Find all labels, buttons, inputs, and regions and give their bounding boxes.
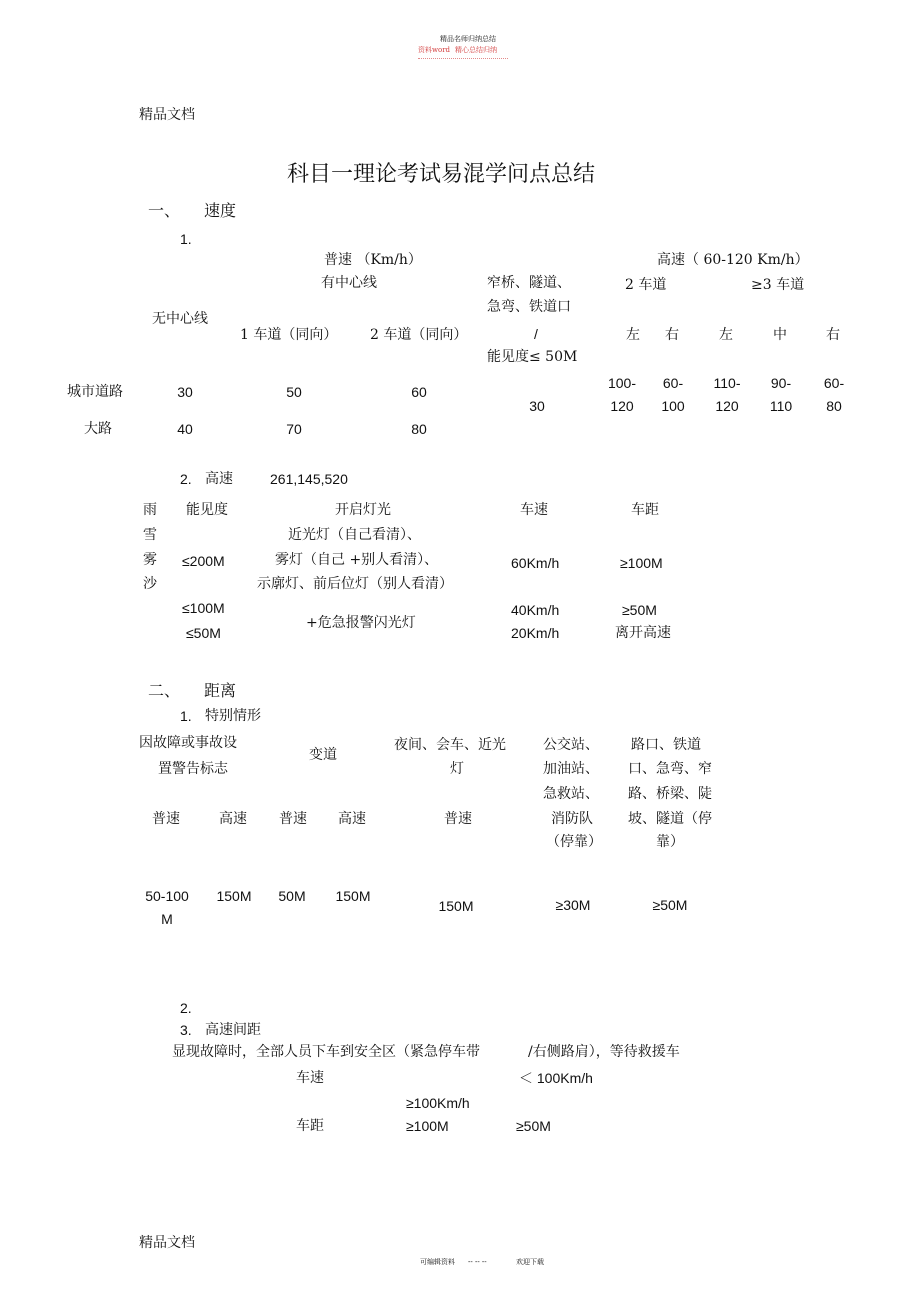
lr-right-2: 右 — [826, 327, 840, 343]
sec1-heading: 速度 — [204, 201, 237, 220]
r2-speed: 40Km/h — [511, 602, 560, 618]
val-a-2: M — [161, 911, 173, 927]
city-v2: 50 — [286, 384, 302, 400]
bus-line-3: 急救站、 — [543, 786, 599, 802]
row-road-label: 大路 — [84, 421, 112, 437]
lr-right-1: 右 — [665, 327, 679, 343]
lane2-header: 2 车道（同向） — [370, 327, 468, 343]
hw-3b: 120 — [715, 398, 739, 414]
lights-line-1: 近光灯（自己看清）、 — [288, 527, 421, 543]
col-gap: 车距 — [631, 502, 659, 518]
narrow-line-4: 能见度≤ 50M — [487, 349, 578, 365]
val-e: 150M — [438, 898, 474, 914]
sec2-item3: 高速间距 — [205, 1022, 261, 1038]
hw-2a: 60- — [662, 375, 684, 391]
sub-gaosu-2: 高速 — [338, 811, 366, 827]
road-v3: 80 — [411, 421, 427, 437]
r1-vis: ≤200M — [182, 553, 225, 569]
footer-label: 精品文档 — [139, 1235, 195, 1251]
footer-note-left: 可编辑资料 — [420, 1258, 455, 1266]
night-line-1: 夜间、会车、近光 — [394, 737, 506, 753]
bus-line-5: （停靠） — [546, 834, 602, 850]
gap-ge50: ≥50M — [516, 1118, 551, 1134]
sec2-item2: 2. — [180, 1000, 192, 1016]
lr-left-2: 左 — [719, 327, 733, 343]
road-v1: 40 — [177, 421, 193, 437]
night-line-2: 灯 — [450, 761, 464, 777]
gap-ge100: ≥100M — [406, 1118, 449, 1134]
center-line-header: 有中心线 — [321, 275, 377, 291]
cross-line-1: 路口、铁道 — [631, 737, 701, 753]
val-g: ≥50M — [652, 897, 688, 913]
cross-line-3: 路、桥梁、陡 — [628, 786, 712, 802]
footer-note-right: 欢迎下载 — [516, 1258, 544, 1266]
sub-putong-3: 普速 — [444, 811, 472, 827]
hw-5a: 60- — [823, 375, 845, 391]
r2-vis: ≤100M — [182, 600, 225, 616]
sec2-item1-num: 1. — [180, 708, 192, 724]
col-lights: 开启灯光 — [335, 502, 391, 518]
narrow-line-3: / — [534, 326, 538, 342]
val-c: 50M — [278, 888, 306, 904]
r3-speed: 20Km/h — [511, 625, 560, 641]
sec1-item2-num: 2. — [180, 471, 192, 487]
weather-sand: 沙 — [143, 576, 157, 592]
r1-gap: ≥100M — [620, 555, 663, 571]
bus-line-1: 公交站、 — [543, 737, 599, 753]
r3-vis: ≤50M — [186, 625, 221, 641]
cross-line-5: 靠） — [656, 834, 684, 850]
lr-mid: 中 — [773, 327, 787, 343]
bus-line-2: 加油站、 — [543, 761, 599, 777]
row-city-label: 城市道路 — [67, 384, 123, 400]
hw-5b: 80 — [826, 398, 842, 414]
lights-line-3: 示廓灯、前后位灯（别人看清） — [257, 576, 453, 592]
putong-header: 普速 （Km/h） — [324, 252, 422, 268]
val-a-1: 50-100 — [145, 888, 189, 904]
breakdown-text-2: /右侧路肩），等待救援车 — [528, 1044, 680, 1060]
narrow-value: 30 — [529, 398, 545, 414]
lane1-header: 1 车道（同向） — [240, 327, 338, 343]
road-v2: 70 — [286, 421, 302, 437]
hw-1a: 100- — [607, 375, 637, 391]
sec2-heading-num: 二、 — [148, 681, 181, 700]
hazard-lights: +危急报警闪光灯 — [306, 615, 416, 631]
val-f: ≥30M — [555, 897, 591, 913]
sec1-item2: 高速 — [205, 471, 233, 487]
r1-speed: 60Km/h — [511, 555, 560, 571]
page-title: 科目一理论考试易混学问点总结 — [287, 162, 596, 187]
narrow-line-1: 窄桥、隧道、 — [487, 275, 571, 291]
speed-label: 车速 — [296, 1070, 324, 1086]
weather-snow: 雪 — [143, 527, 157, 543]
no-center-line: 无中心线 — [152, 311, 208, 327]
hw-2b: 100 — [661, 398, 685, 414]
sec2-heading: 距离 — [204, 681, 237, 700]
watermark-divider — [418, 58, 508, 59]
watermark-top: 精品名师归纳总结 — [440, 35, 496, 43]
lr-left-1: 左 — [626, 327, 640, 343]
hw-4a: 90- — [770, 375, 792, 391]
gaosu-header: 高速（ 60-120 Km/h） — [657, 252, 809, 268]
watermark-source: 资料word — [418, 46, 451, 54]
sub-putong-1: 普速 — [152, 811, 180, 827]
r2-gap: ≥50M — [622, 602, 657, 618]
city-v1: 30 — [177, 384, 193, 400]
bus-line-4: 消防队 — [551, 811, 593, 827]
lane-change: 变道 — [309, 747, 337, 763]
footer-note-dashes: -- -- -- — [468, 1258, 487, 1266]
cross-line-4: 坡、隧道（停 — [628, 811, 712, 827]
hw-3a: 110- — [713, 375, 741, 391]
breakdown-text: 显现故障时，全部人员下车到安全区（紧急停车带 — [172, 1044, 480, 1060]
watermark-tagline: 精心总结归纳 — [455, 46, 497, 54]
hw-4b: 110 — [769, 398, 793, 414]
gaosu-2lane: 2 车道 — [625, 277, 667, 293]
col-visibility: 能见度 — [186, 502, 228, 518]
city-v3: 60 — [411, 384, 427, 400]
speed-ge: ≥100Km/h — [406, 1095, 470, 1111]
r3-gap: 离开高速 — [615, 625, 671, 641]
fault-line-1: 因故障或事故设 — [139, 735, 237, 751]
sec1-item2-values: 261,145,520 — [270, 471, 348, 487]
narrow-line-2: 急弯、铁道口 — [487, 299, 571, 315]
lights-line-2: 雾灯（自己 +别人看清）、 — [275, 552, 439, 568]
sec1-item1: 1. — [180, 231, 192, 247]
weather-rain: 雨 — [143, 502, 157, 518]
sub-putong-2: 普速 — [279, 811, 307, 827]
val-d: 150M — [335, 888, 371, 904]
fault-line-2: 置警告标志 — [158, 761, 228, 777]
gaosu-3lane: ≥3 车道 — [751, 277, 805, 293]
speed-lt: ＜ 100Km/h — [519, 1070, 593, 1086]
weather-fog: 雾 — [143, 552, 157, 568]
cross-line-2: 口、急弯、窄 — [628, 761, 712, 777]
hw-1b: 120 — [610, 398, 634, 414]
val-b: 150M — [216, 888, 252, 904]
sec2-item3-num: 3. — [180, 1022, 192, 1038]
sec1-heading-num: 一、 — [148, 201, 181, 220]
sec2-item1: 特别情形 — [205, 708, 261, 724]
sub-gaosu-1: 高速 — [219, 811, 247, 827]
col-speed: 车速 — [520, 502, 548, 518]
gap-label: 车距 — [296, 1118, 324, 1134]
header-label: 精品文档 — [139, 107, 195, 123]
